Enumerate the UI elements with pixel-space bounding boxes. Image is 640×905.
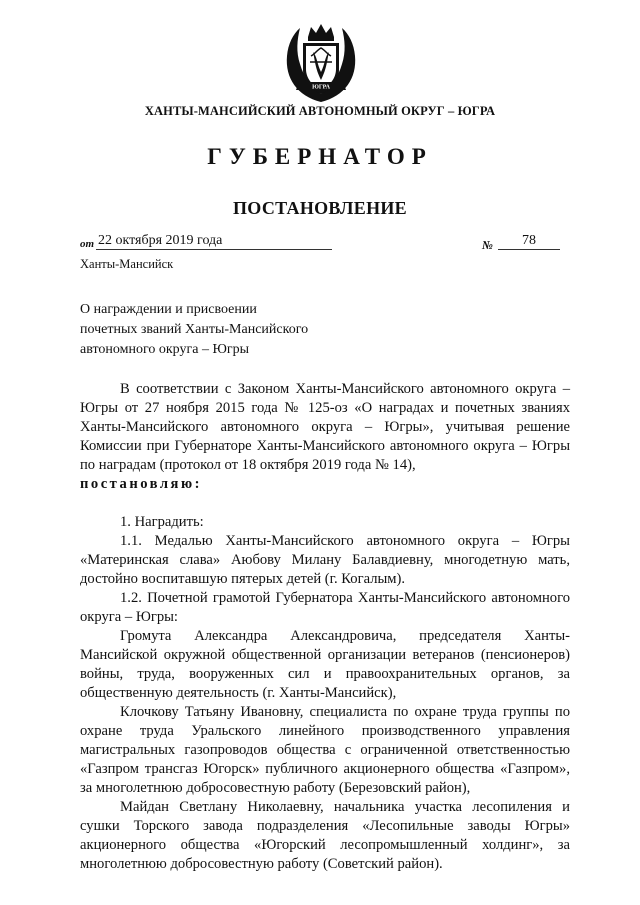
- item-1-2: 1.2. Почетной грамотой Губернатора Ханты-Мансийского автономного округа – Югры:: [80, 590, 570, 625]
- awardee-gromuta: Громута Александра Александровича, председателя Ханты-Мансийской окружной общественной организации ветеранов (пенсионеров) войны, труда, вооруженных сил и правоохранительных органов, за общественную деятельность (г. Ханты-Мансийск),: [80, 628, 570, 701]
- okrug-heading: ХАНТЫ-МАНСИЙСКИЙ АВТОНОМНЫЙ ОКРУГ – ЮГРА: [144, 104, 496, 118]
- document-city: Ханты-Мансийск: [80, 257, 174, 271]
- coat-of-arms-icon: [283, 22, 359, 104]
- preamble-paragraph: [80, 380, 570, 475]
- item-1-1: 1.1. Медалью Ханты-Мансийского автономного округа – Югры «Материнская слава» Аюбову Милану Балавдиевну, многодетную мать, достойно воспитавшую пятерых детей (г. Когалым).: [80, 533, 570, 587]
- decree-word: постановляю:: [80, 476, 202, 492]
- awardee-maidan: Майдан Светлану Николаевну, начальника участка лесопиления и сушки Торского завода подразделения «Лесопильные заводы Югры» акционерного общества «Югорский лесопромышленный холдинг», за многолетнюю добросовестную работу (Советский район).: [80, 799, 570, 872]
- awardee-klochkova: Клочкову Татьяну Ивановну, специалиста по охране труда группы по охране труда Уральского линейного производственного управления магистральных газопроводов общества с ограниченной ответственностью «Газпром трансгаз Югорск» публичного акционерного общества «Газпром», за многолетнюю добросовестную работу (Березовский район),: [80, 704, 570, 796]
- document-subject: [80, 300, 400, 360]
- subject-line: автономного округа – Югры: [80, 342, 249, 357]
- document-author-title: ГУБЕРНАТОР: [207, 144, 433, 169]
- document-body: [80, 380, 570, 874]
- date-prefix-label: от: [80, 238, 95, 250]
- subject-line: О награждении и присвоении: [80, 302, 257, 317]
- document-date: 22 октября 2019 года: [96, 232, 332, 250]
- decree-paragraph: [80, 475, 570, 494]
- document-number: 78: [498, 232, 560, 250]
- preamble-text: В соответствии с Законом Ханты-Мансийского автономного округа – Югры от 27 ноября 2015 года № 125-оз «О наградах и почетных званиях Ханты-Мансийского автономного округа – Югры», учитывая решение Комиссии при Губернаторе Ханты-Мансийского автономного округа – Югры по наградам (протокол от 18 октября 2019 года № 14),: [80, 381, 570, 473]
- document-type-title: ПОСТАНОВЛЕНИЕ: [233, 198, 407, 218]
- subject-line: почетных званий Ханты-Мансийского: [80, 322, 309, 337]
- number-label: №: [482, 238, 493, 252]
- date-number-row: [80, 232, 560, 254]
- emblem-ribbon-text: ЮГРА: [312, 84, 330, 91]
- item-1: 1. Наградить:: [120, 514, 204, 530]
